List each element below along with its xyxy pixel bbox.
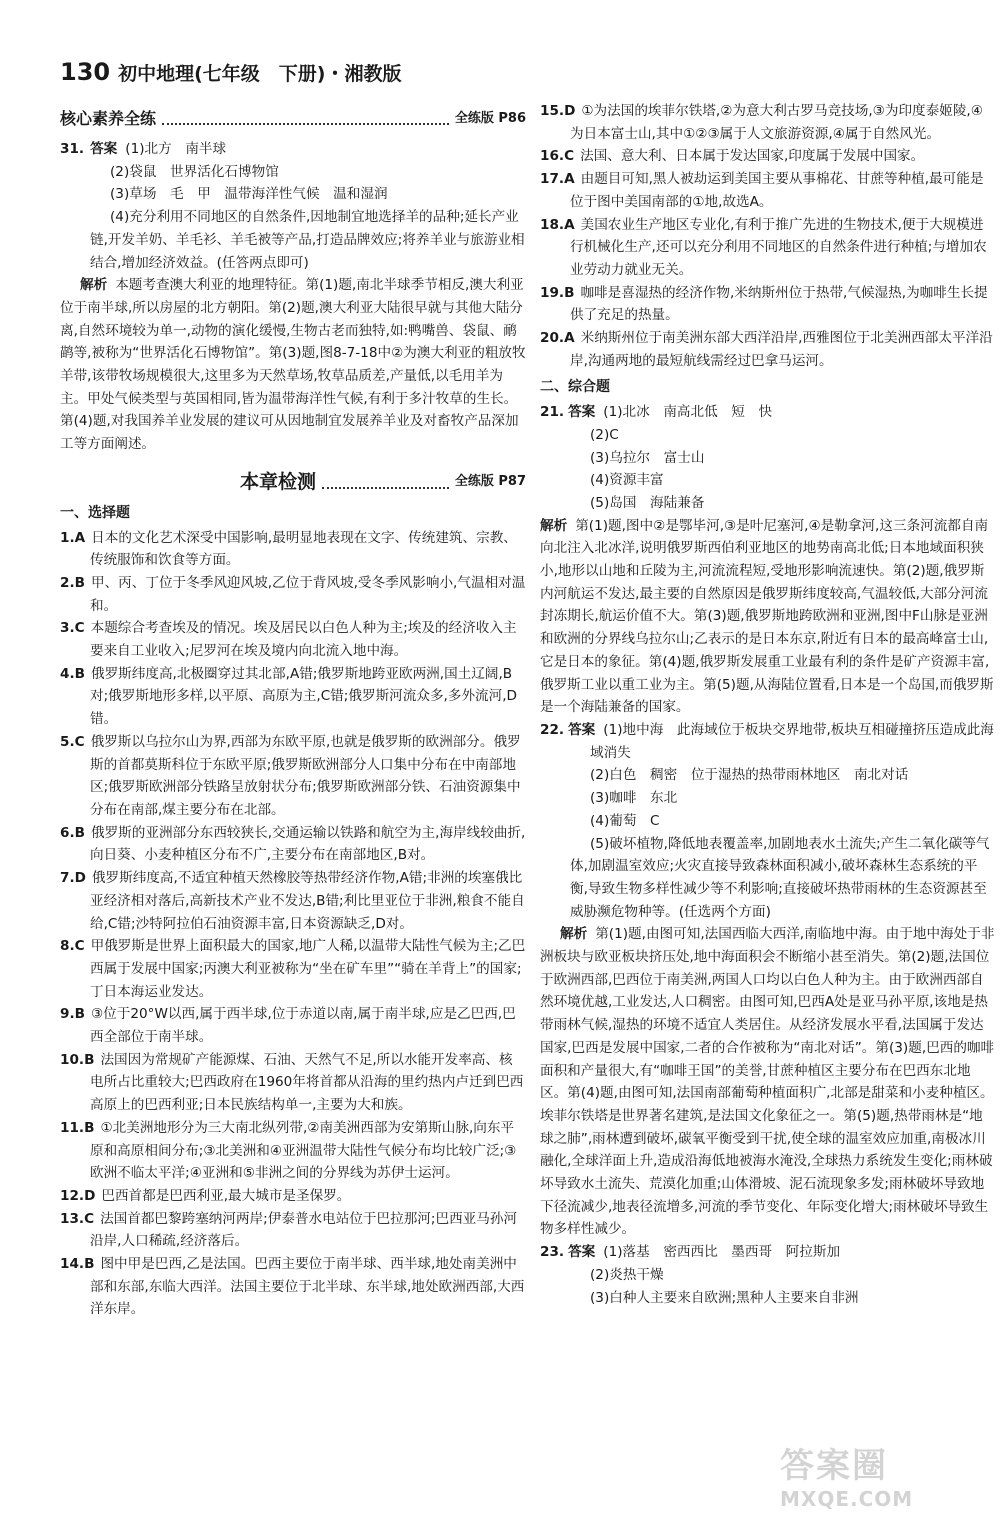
item-number: 13.C bbox=[60, 1210, 95, 1227]
item-number: 10.B bbox=[60, 1051, 95, 1068]
item-number: 2.B bbox=[60, 574, 85, 591]
section-title: 本章检测 bbox=[240, 471, 317, 494]
answer-item bbox=[60, 663, 526, 731]
answer-item bbox=[60, 1003, 526, 1048]
question-31 bbox=[60, 138, 526, 456]
analysis-label: 解析 bbox=[80, 277, 108, 294]
answer-item bbox=[60, 731, 526, 822]
item-text: 图中甲是巴西,乙是法国。巴西主要位于南半球、西半球,地处南美洲中部和东部,东临大西洋。法国主要位于北半球、东半球,地处欧洲西部,大西洋东岸。 bbox=[90, 1256, 525, 1318]
section-ref: 全练版 P87 bbox=[454, 474, 526, 490]
answer-item bbox=[540, 168, 995, 213]
analysis-text: 第(1)题,由图可知,法国西临大西洋,南临地中海。由于地中海处于非洲板块与欧亚板块挤压处,地中海面积会不断缩小甚至消失。第(2)题,法国位于欧洲西部,巴西位于南美洲,两国人口均以白色人种为主。由于欧洲西部自然环境优越,工业发达,人口稠密。由图可知,巴西A处是亚马孙平原,该地是热带雨林气候,湿热的环境不适宜人类居住。从经济发展水平看,法国属于发达国家,巴西是发展中国家,二者的合作被称为“南北对话”。第(3)题,巴西的咖啡面积和产量很大,有“咖啡王国”的美誉,甘蔗种植区主要分布在巴西东北地区。第(4)题,由图可知,法国南部葡萄种植面积广,北部是甜菜和小麦种植区。埃菲尔铁塔是世界著名建筑,是法国文化象征之一。第(5)题,热带雨林是“地球之肺”,雨林遭到破坏,碳氧平衡受到干扰,使全球的温室效应加重,南极冰川融化,全球洋面上升,造成沿海低地被海水淹没,全球热力系统发生变化;雨林破坏导致水土流失、荒漠化加重;山体滑坡、泥石流现象多发;雨林破坏导致地下径流减少,地表径流增多,河流的季节变化、年际变化增大;雨林破坏导致生物多样性减少。 bbox=[540, 926, 995, 1238]
answer-item bbox=[60, 867, 526, 935]
analysis-label: 解析 bbox=[560, 926, 588, 943]
analysis bbox=[60, 274, 526, 456]
watermark-logo-text: 答案圈 bbox=[780, 1446, 888, 1486]
answer-text: (2)白色 稠密 位于湿热的热带雨林地区 南北对话 bbox=[590, 767, 909, 784]
item-text: 法国因为常规矿产能源煤、石油、天然气不足,所以水能开发率高、核电所占比重较大;巴西政府在1960年将首都从沿海的里约热内卢迁到巴西高原上的巴西利亚;日本民族结构单一,主要为大和族。 bbox=[90, 1051, 524, 1114]
item-text: 本题综合考查埃及的情况。埃及居民以白色人种为主;埃及的经济收入主要来自工业收入;尼罗河在埃及境内向北流入地中海。 bbox=[90, 620, 517, 660]
item-number: 1.A bbox=[60, 529, 86, 546]
answer-item bbox=[60, 527, 526, 572]
answer-item bbox=[60, 617, 526, 662]
item-number: 17.A bbox=[540, 171, 575, 188]
question-21 bbox=[540, 401, 995, 719]
item-number: 3.C bbox=[60, 620, 85, 637]
question-number: 23. bbox=[540, 1244, 565, 1261]
item-text: 米纳斯州位于南美洲东部大西洋沿岸,西雅图位于北美洲西部太平洋沿岸,沟通两地的最短航线需经过巴拿马运河。 bbox=[570, 330, 993, 369]
analysis-text: 第(1)题,图中②是鄂毕河,③是叶尼塞河,④是勒拿河,这三条河流都自南向北注入北冰洋,说明俄罗斯西伯利亚地区的地势南高北低;日本地域面积狭小,地形以山地和丘陵为主,河流流程短,受地形影响流速快。第(2)题,俄罗斯内河航运不发达,最主要的自然原因是俄罗斯纬度较高,气温较低,大部分河流封冻期长,航运价值不大。第(3)题,俄罗斯地跨欧洲和亚洲,图中F山脉是亚洲和欧洲的分界线乌拉尔山;乙表示的是日本东京,附近有日本的最高峰富士山,它是日本的象征。第(4)题,俄罗斯发展重工业最有利的条件是矿产资源丰富,俄罗斯工业以重工业为主。第(5)题,从海陆位置看,日本是一个岛国,而俄罗斯是一个海陆兼备的国家。 bbox=[540, 517, 994, 716]
section-title: 核心素养全练 bbox=[60, 108, 157, 128]
answer-label: 答案 bbox=[568, 721, 596, 738]
item-text: 俄罗斯的亚洲部分东西较狭长,交通运输以铁路和航空为主,海岸线较曲折,向日葵、小麦种植区分布不广,主要分布在南部地区,B对。 bbox=[90, 824, 526, 864]
item-text: ①为法国的埃菲尔铁塔,②为意大利古罗马竞技场,③为印度泰姬陵,④为日本富士山,其中①②③属于人文旅游资源,④属于自然风光。 bbox=[570, 103, 983, 142]
answer-item bbox=[540, 327, 995, 372]
answer-item bbox=[60, 1049, 526, 1117]
answer-text: (1)北方 南半球 bbox=[125, 141, 227, 157]
item-text: 美国农业生产地区专业化,有利于推广先进的生物技术,便于大规模进行机械化生产,还可以充分利用不同地区的自然条件进行种植;与增加农业劳动力就业无关。 bbox=[570, 216, 987, 278]
item-text: 法国、意大利、日本属于发达国家,印度属于发展中国家。 bbox=[580, 148, 925, 165]
item-number: 12.D bbox=[60, 1187, 96, 1204]
item-number: 20.A bbox=[540, 330, 575, 347]
answer-item bbox=[540, 100, 995, 145]
item-text: 咖啡是喜湿热的经济作物,米纳斯州位于热带,气候湿热,为咖啡生长提供了充足的热量。 bbox=[570, 284, 988, 324]
item-text: 俄罗斯以乌拉尔山为界,西部为东欧平原,也就是俄罗斯的欧洲部分。俄罗斯的首都莫斯科位于东欧平原;俄罗斯欧洲部分人口集中分布在中南部地区;俄罗斯欧洲部分铁路呈放射状分布;俄罗斯欧洲部分铁、石油资源集中分布在南部,煤主要分布在北部。 bbox=[90, 733, 521, 818]
answer-item bbox=[60, 1185, 526, 1208]
item-number: 9.B bbox=[60, 1006, 85, 1023]
book-title: 初中地理(七年级 下册)・湘教版 bbox=[118, 63, 402, 85]
item-number: 8.C bbox=[60, 938, 85, 955]
answer-line bbox=[60, 138, 526, 161]
section-ref: 全练版 P86 bbox=[454, 110, 526, 126]
question-number: 31. bbox=[60, 141, 85, 157]
section-core-literacy bbox=[60, 104, 526, 134]
answer-label: 答案 bbox=[90, 141, 118, 157]
answer-item bbox=[60, 1117, 526, 1185]
answer-text: (4)葡萄 C bbox=[590, 812, 660, 829]
page-number: 130 bbox=[60, 58, 111, 86]
item-number: 5.C bbox=[60, 733, 85, 750]
choice-section-heading: 一、选择题 bbox=[60, 504, 130, 521]
item-number: 11.B bbox=[60, 1119, 95, 1136]
item-text: 日本的文化艺术深受中国影响,最明显地表现在文字、传统建筑、宗教、传统服饰和饮食等方面。 bbox=[90, 529, 517, 569]
answer-item bbox=[60, 1253, 526, 1321]
answer-label: 答案 bbox=[568, 1244, 596, 1261]
page-header bbox=[60, 58, 401, 92]
item-text: 法国首都巴黎跨塞纳河两岸;伊泰普水电站位于巴拉那河;巴西亚马孙河沿岸,人口稀疏,经济落后。 bbox=[90, 1210, 518, 1250]
answer-item bbox=[540, 214, 995, 282]
answer-text: (2)袋鼠 世界活化石博物馆 bbox=[110, 163, 279, 180]
item-text: 巴西首都是巴西利亚,最大城市是圣保罗。 bbox=[101, 1187, 351, 1204]
analysis bbox=[540, 923, 995, 1241]
answer-label: 答案 bbox=[568, 404, 596, 421]
answer-text: (4)充分利用不同地区的自然条件,因地制宜地选择羊的品种;延长产业链,开发羊奶、羊毛衫、羊毛被等产品,打造品牌效应;将养羊业与旅游业相结合,增加经济效益。(任答两点即可) bbox=[90, 209, 525, 271]
answer-text: (2)炎热干燥 bbox=[590, 1266, 664, 1283]
question-number: 22. bbox=[540, 721, 565, 738]
answer-text: (1)落基 密西西比 墨西哥 阿拉斯加 bbox=[603, 1244, 841, 1261]
analysis bbox=[540, 515, 995, 719]
right-column bbox=[540, 100, 995, 1309]
answer-item bbox=[60, 822, 526, 867]
answer-text: (3)草场 毛 甲 温带海洋性气候 温和湿润 bbox=[110, 186, 388, 203]
site-watermark bbox=[780, 1438, 990, 1511]
item-text: 甲俄罗斯是世界上面积最大的国家,地广人稀,以温带大陆性气候为主;乙巴西属于发展中国家;丙澳大利亚被称为“坐在矿车里”“骑在羊背上”的国家;丁日本海运业发达。 bbox=[90, 938, 526, 1000]
item-number: 6.B bbox=[60, 824, 85, 841]
item-number: 7.D bbox=[60, 870, 86, 887]
item-number: 18.A bbox=[540, 216, 575, 233]
answer-item bbox=[60, 1208, 526, 1253]
leader-dots bbox=[162, 113, 449, 125]
answer-text: (1)地中海 此海域位于板块交界地带,板块互相碰撞挤压造成此海域消失 bbox=[590, 721, 994, 761]
item-number: 14.B bbox=[60, 1256, 95, 1273]
item-text: 由题目可知,黑人被劫运到美国主要从事棉花、甘蔗等种植,最可能是位于图中美国南部的①地,故选A。 bbox=[570, 171, 984, 210]
analysis-text: 本题考查澳大利亚的地理特征。第(1)题,南北半球季节相反,澳大利亚位于南半球,所以房屋的北方朝阳。第(2)题,澳大利亚大陆很早就与其他大陆分离,自然环境较为单一,动物的演化缓慢,生物古老而独特,如:鸭嘴兽、袋鼠、鸸鹋等,被称为“世界活化石博物馆”。第(3)题,图8-7-18中②为澳大利亚的粗放牧羊带,该带牧场规模很大,这里多为天然草场,牧草品质差,产量低,以毛用羊为主。甲处气候类型与英国相同,皆为温带海洋性气候,有利于多汁牧草的生长。第(4)题,对我国养羊业发展的建议可从因地制宜发展养羊业及对畜牧产品深加工等方面阐述。 bbox=[60, 277, 526, 453]
answer-text: (2)C bbox=[590, 426, 619, 443]
item-text: ③位于20°W以西,属于西半球,位于赤道以南,属于南半球,应是乙巴西,巴西全部位于南半球。 bbox=[90, 1006, 516, 1046]
section-chapter-test bbox=[60, 468, 526, 498]
item-number: 4.B bbox=[60, 665, 85, 682]
answer-item bbox=[540, 282, 995, 327]
answer-text: (5)破坏植物,降低地表覆盖率,加剧地表水土流失;产生二氧化碳等气体,加剧温室效应;火灾直接导致森林面积减小,破坏森林生态系统的平衡,导致生物多样性减少等不利影响;直接破坏热带雨林的生态资源甚至威胁濒危物种等。(任选两个方面) bbox=[570, 835, 990, 920]
question-22 bbox=[540, 719, 995, 1241]
answer-item bbox=[540, 145, 995, 168]
answer-text: (3)乌拉尔 富士山 bbox=[590, 449, 705, 466]
answer-text: (3)咖啡 东北 bbox=[590, 790, 678, 807]
item-text: 甲、丙、丁位于冬季风迎风坡,乙位于背风坡,受冬季风影响小,气温相对温和。 bbox=[90, 574, 526, 614]
answer-text: (4)资源丰富 bbox=[590, 472, 664, 489]
item-text: 俄罗斯纬度高,不适宜种植天然橡胶等热带经济作物,A错;非洲的埃塞俄比亚经济相对落后,高新技术产业不发达,B错;利比里亚位于非洲,粮食不能自给,C错;沙特阿拉伯石油资源丰富,日本资源缺乏,D对。 bbox=[90, 870, 525, 932]
analysis-label: 解析 bbox=[540, 517, 568, 534]
comprehensive-section-heading: 二、综合题 bbox=[540, 379, 610, 396]
question-number: 21. bbox=[540, 404, 565, 421]
question-23 bbox=[540, 1241, 995, 1309]
item-number: 19.B bbox=[540, 284, 575, 301]
left-column bbox=[60, 100, 526, 1321]
item-text: ①北美洲地形分为三大南北纵列带,②南美洲西部为安第斯山脉,向东平原和高原相间分布;③北美洲和④亚洲温带大陆性气候分布均比较广泛;③欧洲不临太平洋;④亚洲和⑤非洲之间的分界线为苏伊士运河。 bbox=[90, 1119, 517, 1182]
watermark-url: MXQE.COM bbox=[780, 1487, 914, 1511]
answer-item bbox=[60, 935, 526, 1003]
answer-text: (3)白种人主要来自欧洲;黑种人主要来自非洲 bbox=[590, 1289, 859, 1306]
leader-dots bbox=[322, 477, 449, 489]
item-number: 15.D bbox=[540, 103, 576, 119]
answer-text: (1)北冰 南高北低 短 快 bbox=[603, 404, 773, 421]
answer-item bbox=[60, 572, 526, 617]
answer-text: (5)岛国 海陆兼备 bbox=[590, 494, 705, 511]
item-text: 俄罗斯纬度高,北极圈穿过其北部,A错;俄罗斯地跨亚欧两洲,国土辽阔,B对;俄罗斯地形多样,以平原、高原为主,C错;俄罗斯河流众多,多外流河,D错。 bbox=[90, 665, 518, 728]
item-number: 16.C bbox=[540, 148, 575, 165]
